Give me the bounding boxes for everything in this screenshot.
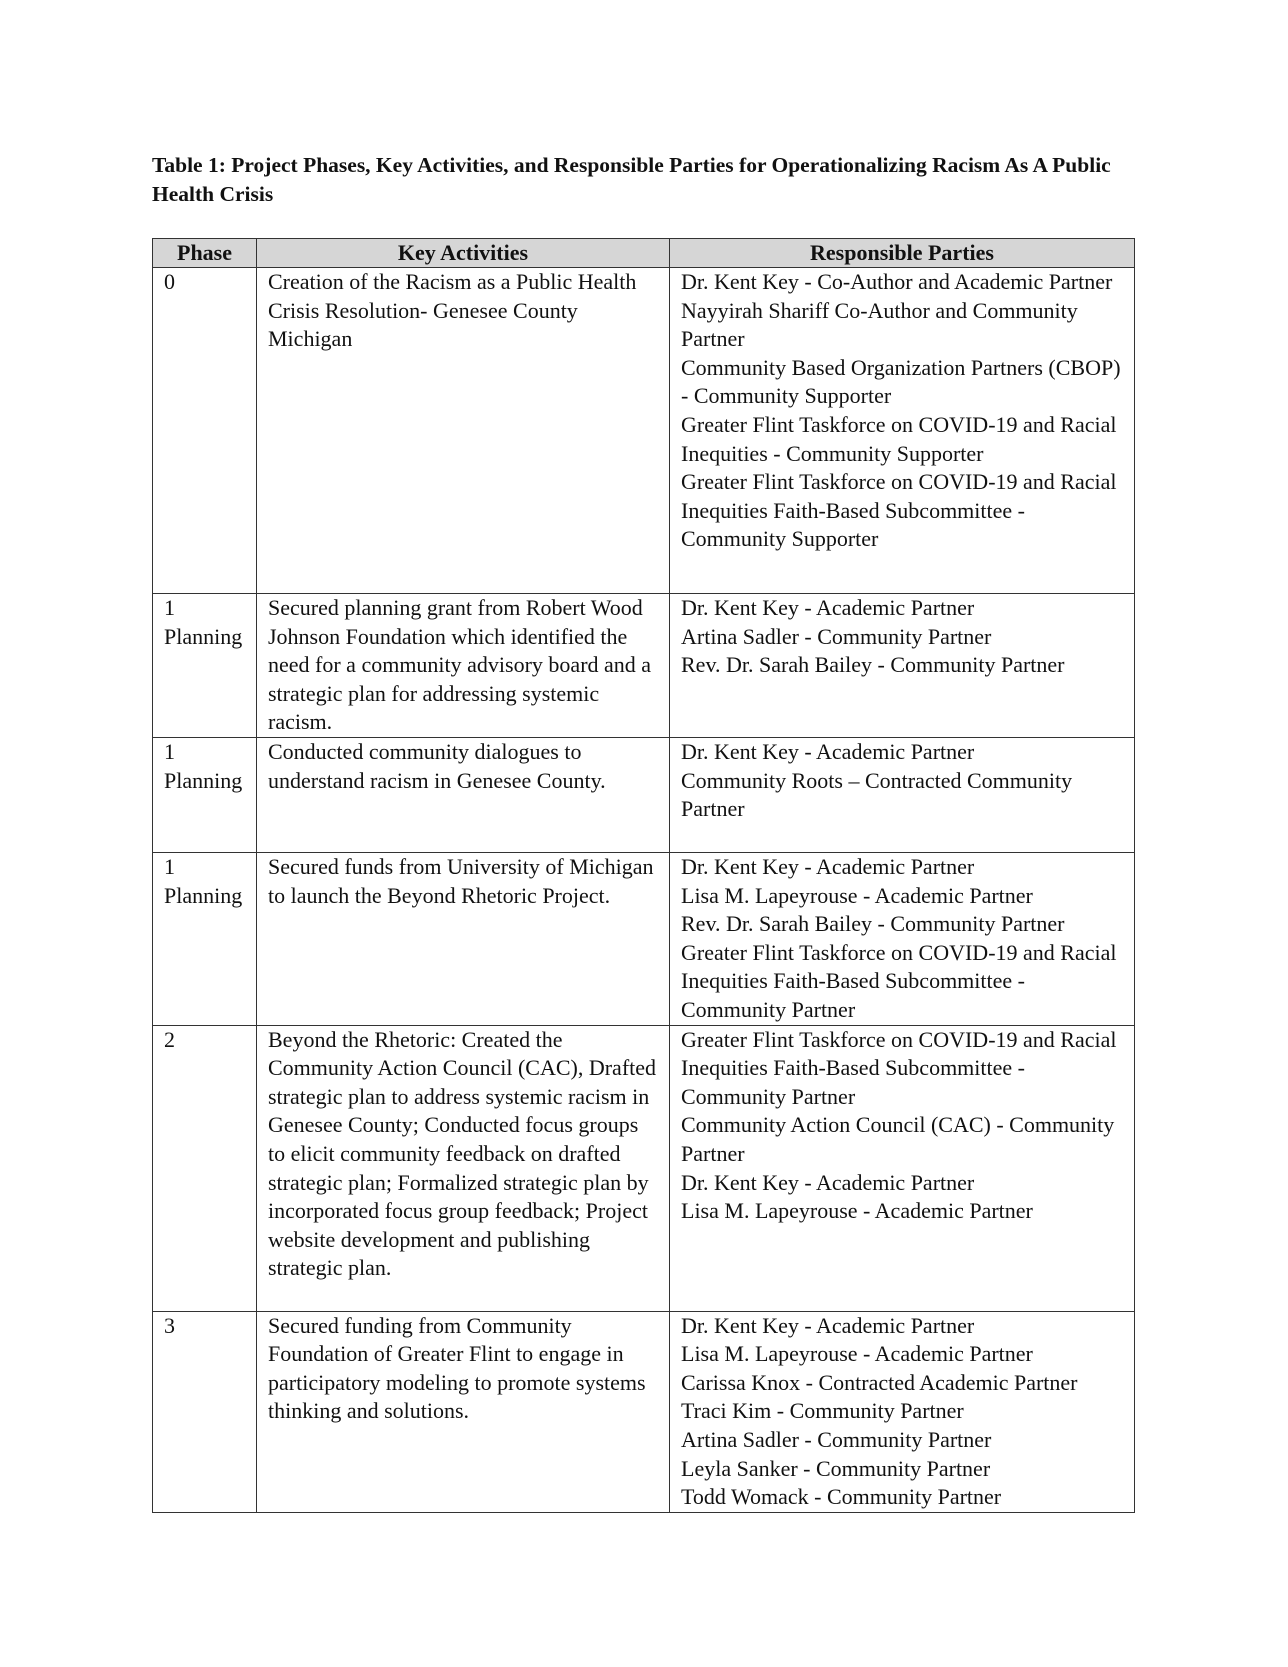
activities-cell	[257, 852, 670, 1025]
party-entry: Greater Flint Taskforce on COVID-19 and Racial Inequities Faith-Based Subcommittee - Community Partner	[681, 939, 1117, 1022]
party-entry: Artina Sadler - Community Partner	[681, 1426, 992, 1452]
header-key-activities: Key Activities	[257, 239, 670, 268]
phase-number: 0	[164, 269, 175, 294]
activity-text: Secured funding from Community Foundation of Greater Flint to engage in participatory modeling to promote systems thinking and solutions.	[268, 1312, 646, 1424]
phase-cell	[153, 852, 257, 1025]
table-row	[153, 594, 1135, 738]
party-entry: Lisa M. Lapeyrouse - Academic Partner	[681, 1341, 1033, 1367]
party-entry: Greater Flint Taskforce on COVID-19 and Racial Inequities Faith-Based Subcommittee - Community Supporter	[681, 469, 1117, 552]
activities-cell	[257, 594, 670, 738]
phase-label: Planning	[164, 623, 243, 649]
phase-cell	[153, 594, 257, 738]
party-entry: Community Based Organization Partners (CBOP) - Community Supporter	[681, 354, 1121, 409]
party-entry: Carissa Knox - Contracted Academic Partner	[681, 1369, 1078, 1395]
phase-number: 3	[164, 1312, 175, 1338]
table-row	[153, 268, 1135, 594]
parties-cell	[670, 737, 1135, 852]
party-entry: Community Roots – Contracted Community Partner	[681, 767, 1073, 822]
party-entry: Rev. Dr. Sarah Bailey - Community Partner	[681, 911, 1065, 937]
activities-cell	[257, 737, 670, 852]
table-row	[153, 1025, 1135, 1311]
phase-cell	[153, 1311, 257, 1512]
activity-text: Conducted community dialogues to understand racism in Genesee County.	[268, 738, 606, 793]
parties-cell	[670, 1025, 1135, 1311]
party-entry: Greater Flint Taskforce on COVID-19 and Racial Inequities Faith-Based Subcommittee - Community Partner	[681, 1026, 1117, 1109]
table-title: Table 1: Project Phases, Key Activities, and Responsible Parties for Operationalizing Racism As A Public Health Crisis	[152, 153, 1111, 206]
header-row	[153, 239, 1135, 268]
phase-cell	[153, 1025, 257, 1311]
header-phase: Phase	[153, 239, 257, 268]
party-entry: Dr. Kent Key - Academic Partner	[681, 1169, 975, 1195]
phase-cell	[153, 737, 257, 852]
parties-cell	[670, 1311, 1135, 1512]
party-entry: Lisa M. Lapeyrouse - Academic Partner	[681, 882, 1033, 908]
phase-number: 2	[164, 1026, 175, 1052]
activities-cell	[257, 1311, 670, 1512]
activity-text: Secured funds from University of Michigan to launch the Beyond Rhetoric Project.	[268, 853, 654, 908]
activity-text: Secured planning grant from Robert Wood Johnson Foundation which identified the need for a community advisory board and a strategic plan for addressing systemic racism.	[268, 595, 652, 735]
header-responsible-parties: Responsible Parties	[670, 239, 1135, 268]
party-entry: Dr. Kent Key - Co-Author and Academic Partner	[681, 269, 1113, 294]
party-entry: Leyla Sanker - Community Partner	[681, 1455, 991, 1481]
parties-cell	[670, 268, 1135, 594]
party-entry: Artina Sadler - Community Partner	[681, 623, 992, 649]
party-entry: Nayyirah Shariff Co-Author and Community Partner	[681, 297, 1078, 352]
party-entry: Dr. Kent Key - Academic Partner	[681, 595, 975, 620]
activities-cell	[257, 268, 670, 594]
party-entry: Dr. Kent Key - Academic Partner	[681, 738, 975, 764]
activities-cell	[257, 1025, 670, 1311]
parties-cell	[670, 852, 1135, 1025]
phase-number: 1	[164, 853, 175, 879]
party-entry: Dr. Kent Key - Academic Partner	[681, 853, 975, 879]
phase-number: 1	[164, 738, 175, 764]
phase-number: 1	[164, 595, 175, 620]
phases-table	[152, 238, 1135, 1513]
activity-text: Beyond the Rhetoric: Created the Community Action Council (CAC), Drafted strategic plan to address systemic racism in Genesee County; Conducted focus groups to elicit community feedback on drafted strategic plan; Formalized strategic plan by incorporated focus group feedback; Project website development and publishing strategic plan.	[268, 1026, 657, 1281]
party-entry: Greater Flint Taskforce on COVID-19 and Racial Inequities - Community Supporter	[681, 411, 1117, 466]
party-entry: Rev. Dr. Sarah Bailey - Community Partner	[681, 652, 1065, 678]
table-row	[153, 1311, 1135, 1512]
party-entry: Todd Womack - Community Partner	[681, 1484, 1002, 1510]
party-entry: Traci Kim - Community Partner	[681, 1398, 964, 1424]
party-entry: Community Action Council (CAC) - Community Partner	[681, 1112, 1115, 1166]
activity-text: Creation of the Racism as a Public Health Crisis Resolution- Genesee County Michigan	[268, 269, 637, 352]
phase-cell	[153, 268, 257, 594]
phase-label: Planning	[164, 882, 243, 908]
phase-label: Planning	[164, 767, 243, 793]
table-row	[153, 852, 1135, 1025]
parties-cell	[670, 594, 1135, 738]
party-entry: Lisa M. Lapeyrouse - Academic Partner	[681, 1198, 1033, 1224]
party-entry: Dr. Kent Key - Academic Partner	[681, 1312, 975, 1338]
table-row	[153, 737, 1135, 852]
